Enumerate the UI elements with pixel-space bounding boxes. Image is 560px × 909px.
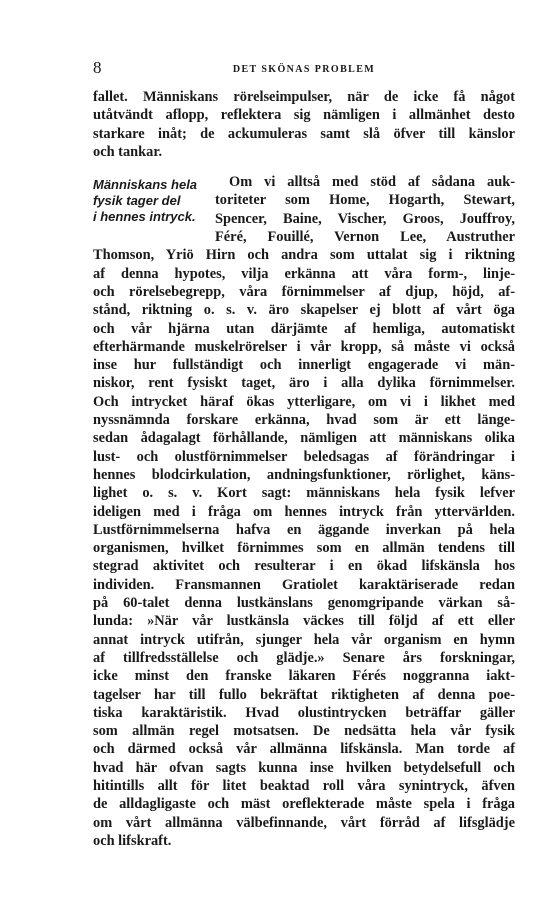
text-line: fallet. Människans rörelseimpulser, när de icke få något (93, 89, 515, 105)
text-line: och vår hjärna utan därjämte af hemliga, automatiskt (93, 320, 515, 337)
text-line: på 60-talet denna lustkänslans genomgripande värkan så- (93, 595, 515, 612)
text-line: tagelser har till fullo bekräftat riktigheten af denna poe- (93, 686, 515, 703)
text-line: starkare inåt; de ackumuleras samt slå öfver till känslor (93, 125, 515, 142)
text-line: och tankar. (93, 143, 163, 160)
text-line: stegrad aktivitet och resulterar i en ökad lifskänsla hos (93, 558, 515, 575)
text-line: inse hur fullständigt och innerligt engagerade vi män- (93, 357, 515, 374)
text-line: efterhärmande muskelrörelser i vår kropp, så måste vi också (93, 338, 515, 355)
text-line: Lustförnimmelserna hafva en äggande inverkan på hela (93, 521, 515, 538)
body-text (93, 88, 515, 850)
text-line: Om vi alltså med stöd af sådana auk- (229, 174, 515, 191)
text-line: af tillfredsställelse och glädje.» Senare års forskningar, (93, 649, 515, 666)
paragraph-2 (93, 246, 515, 850)
text-line: hitintills allt för litet beaktad roll våra synintryck, äfven (93, 777, 515, 794)
text-line: Spencer, Baine, Vischer, Groos, Jouffroy, (215, 210, 515, 227)
text-line: och rörelsebegrepp, våra förnimmelser af djup, höjd, af- (93, 283, 515, 300)
text-line: ideligen med i fråga om hennes intryck från yttervärlden. (93, 503, 515, 520)
text-line: tiska karaktäristik. Hvad olustintrycken beträffar gäller (93, 704, 515, 721)
margin-note-line: fysik tager del (93, 193, 181, 209)
text-line: toriteter som Home, Hogarth, Stewart, (215, 192, 515, 209)
text-line: annat intryck utifrån, sjunger hela vår organism en hymn (93, 631, 515, 648)
margin-note-line: i hennes intryck. (93, 209, 196, 225)
text-line: individen. Fransmannen Gratiolet karaktäriserade redan (93, 576, 515, 593)
text-line: Och intrycket häraf ökas ytterligare, om vi i likhet med (93, 393, 515, 410)
text-line: icke minst den franske läkaren Férés noggranna iakt- (93, 668, 515, 685)
text-line: lunda: »När vår lustkänsla väckes till följd af ett eller (93, 613, 515, 630)
margin-note-line: Människans hela (93, 177, 198, 193)
text-line: af denna hypotes, vilja erkänna att våra form-, linje- (93, 265, 515, 282)
text-line: niskor, rent fysiskt taget, äro i alla dylika förnimmelser. (93, 375, 515, 392)
page-number: 8 (93, 58, 102, 77)
margin-note (93, 177, 211, 225)
text-line: lust- och olustförnimmelser beledsagas af förändringar i (93, 448, 515, 465)
running-head: DET SKÖNAS PROBLEM (232, 64, 376, 75)
text-line: som allmän regel motsatsen. De nedsätta hela vår fysik (93, 723, 515, 740)
text-line: utåtvändt aflopp, reflektera sig nämligen i allmänhet desto (93, 107, 515, 124)
text-line: organismen, hvilket förnimmes som en allmän tendens till (93, 540, 515, 557)
paragraph-2-opening (93, 173, 515, 246)
text-line: de alldagligaste och mäst oreflekterade måste spela i fråga (93, 796, 515, 813)
paragraph-1 (93, 88, 515, 161)
text-line: hennes blodcirkulation, andningsfunktioner, rörlighet, käns- (93, 466, 515, 483)
text-line: och därmed också vår allmänna lifskänsla. Man torde af (93, 741, 515, 758)
text-line: sedan ådagalagt förhållande, nämligen att människans olika (93, 430, 515, 447)
page-header (93, 58, 515, 80)
text-line: Féré, Fouillé, Vernon Lee, Austruther (215, 229, 515, 246)
text-line: stånd, riktning o. s. v. äro skapelser ej blott af vårt öga (93, 302, 515, 319)
text-line: lighet o. s. v. Kort sagt: människans hela fysik lefver (93, 485, 515, 502)
text-line: om vårt allmänna välbefinnande, vårt förråd af lifsglädje (93, 814, 515, 831)
text-line: hvad här ofvan sagts kunna inse hvilken betydelsefull och (93, 759, 515, 776)
paragraph-2-side-lines (215, 173, 515, 246)
text-line: Thomson, Yriö Hirn och andra som uttalat sig i riktning (93, 247, 515, 264)
text-line: nyssnämnda forskare erkänna, hvad som är ett länge- (93, 412, 515, 429)
text-line: och lifskraft. (93, 832, 172, 849)
